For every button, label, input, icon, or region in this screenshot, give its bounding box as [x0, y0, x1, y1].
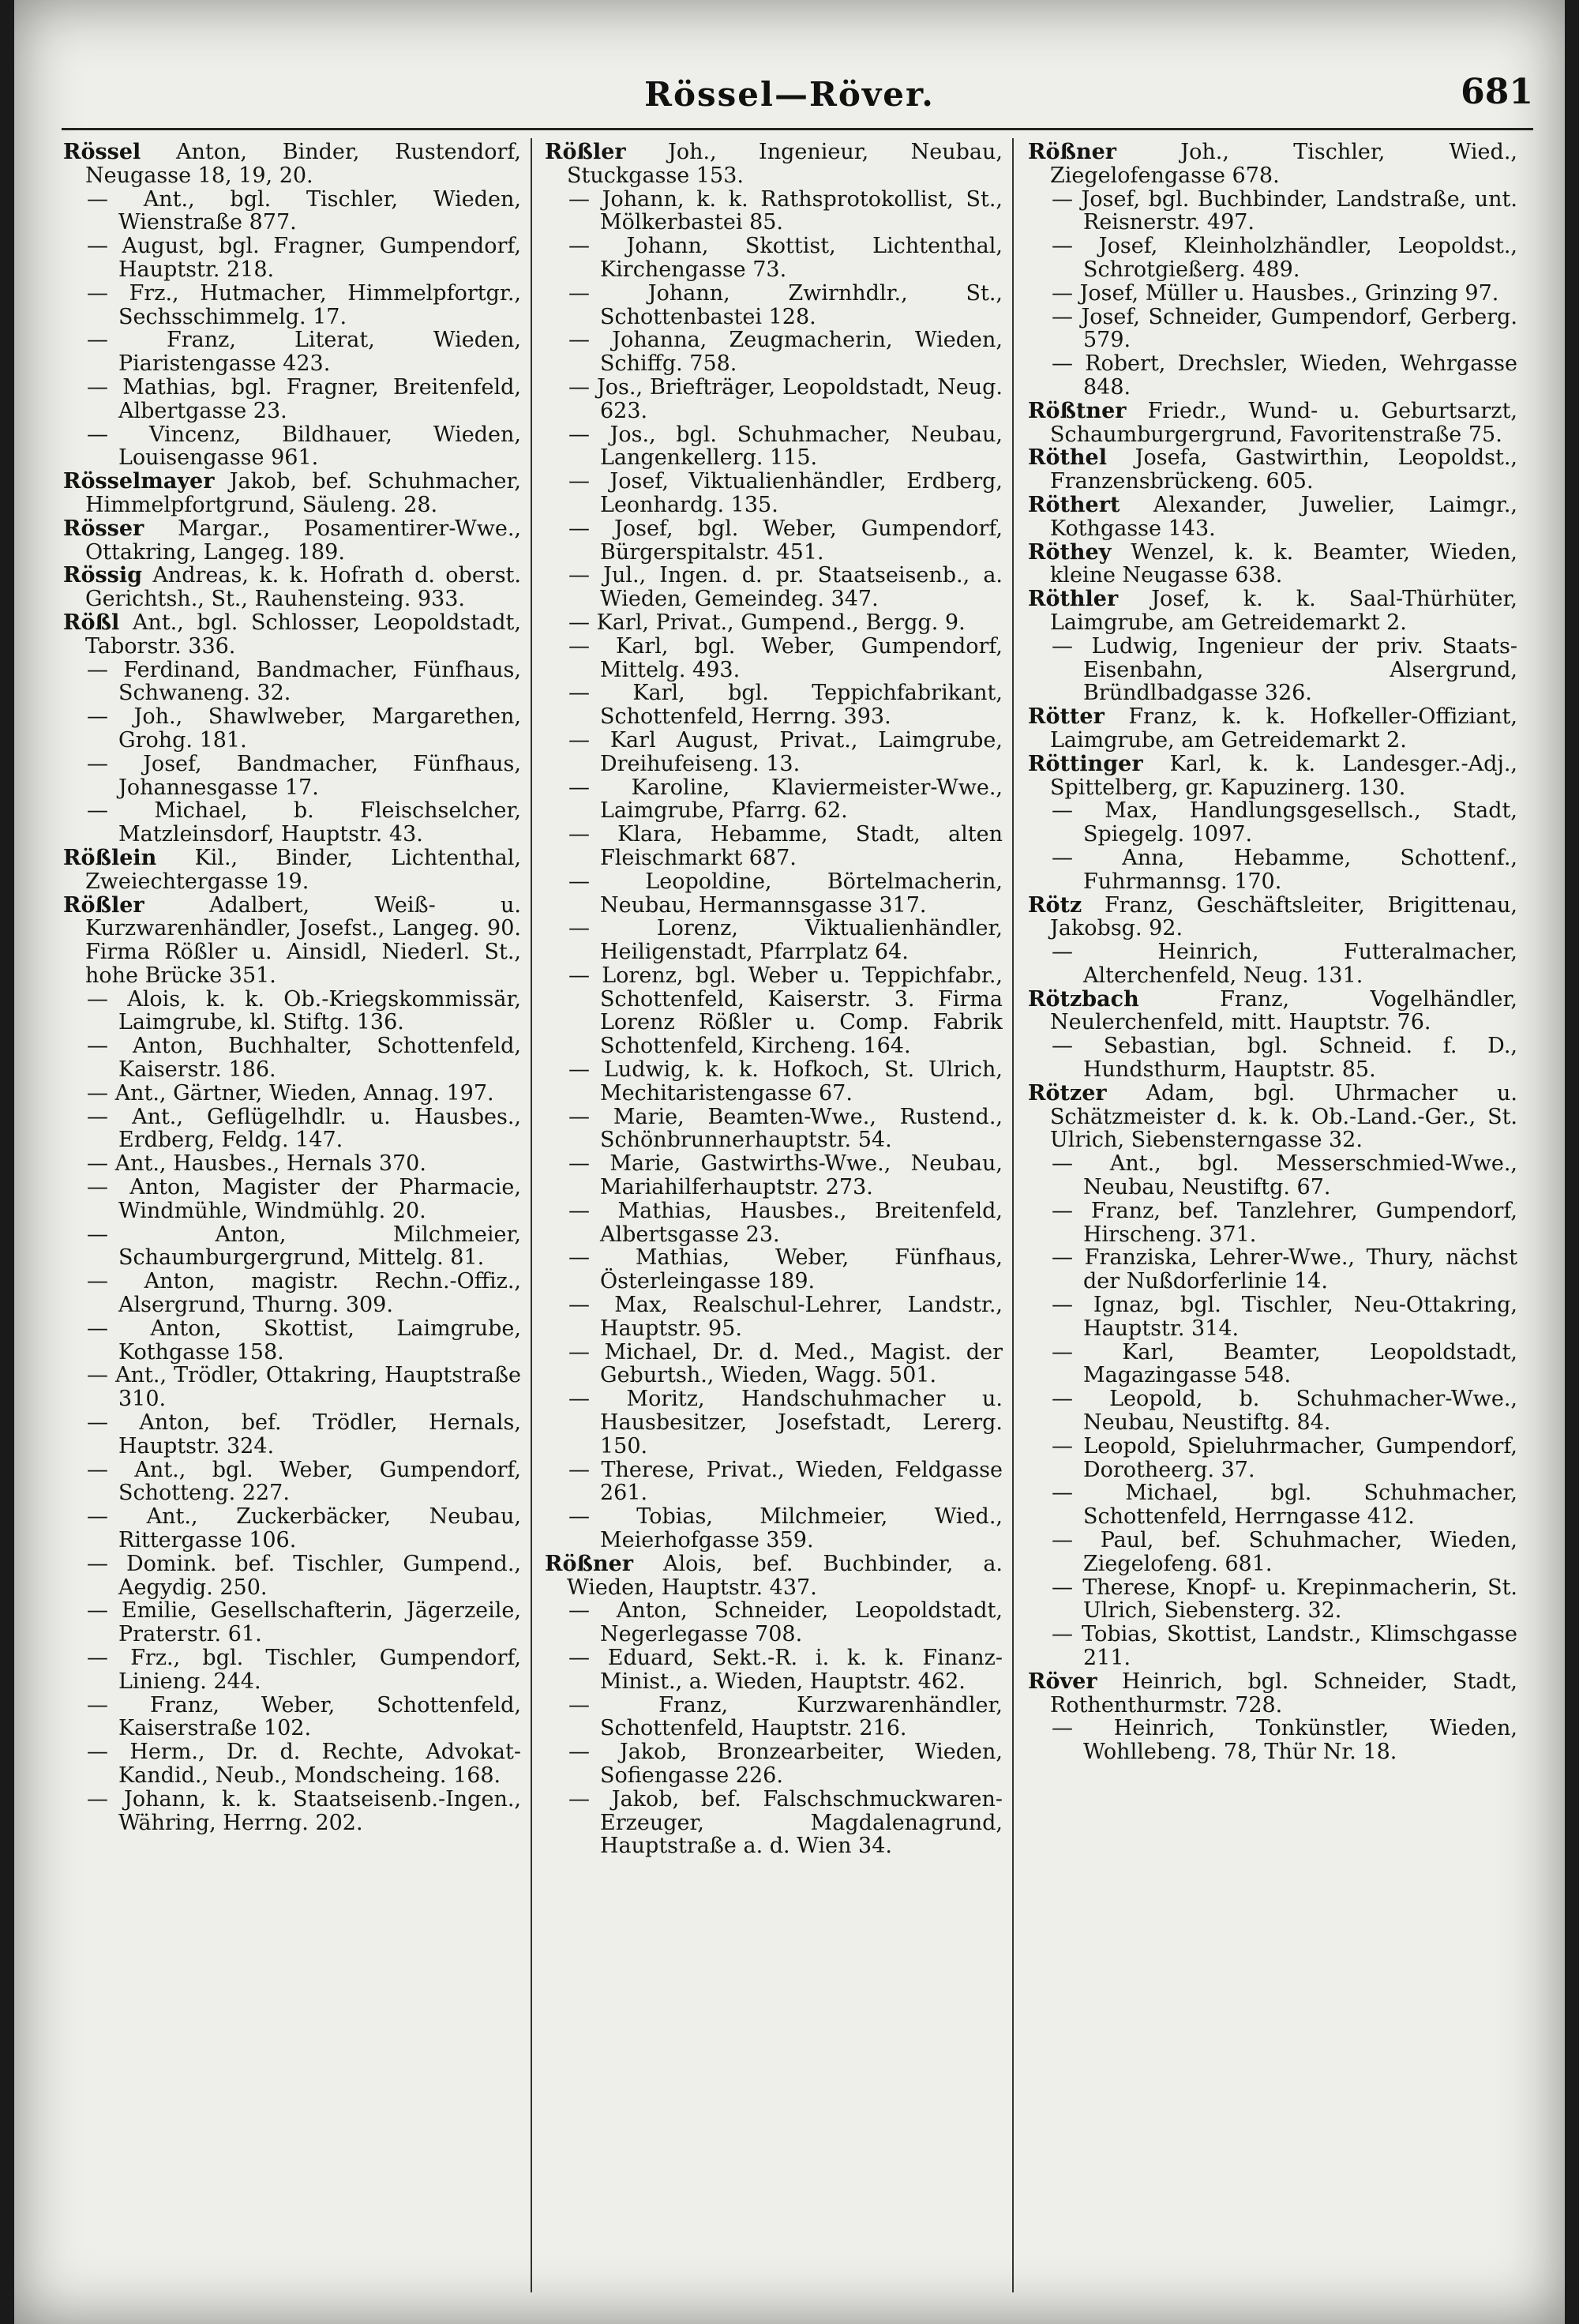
entry-text: — Herm., Dr. d. Rechte, Advokat-Kandid., Neub., Mondscheing. 168. — [87, 1740, 521, 1788]
entry-text: — Michael, b. Fleischselcher, Matzleinsdorf, Hauptstr. 43. — [87, 798, 521, 847]
entry-text: Kil., Binder, Lichtenthal, Zweiechtergasse 19. — [85, 845, 521, 894]
directory-subentry — [545, 1646, 1003, 1694]
directory-subentry — [545, 776, 1003, 824]
entry-text: Heinrich, bgl. Schneider, Stadt, Rothenthurmstr. 728. — [1050, 1669, 1517, 1718]
directory-subentry — [63, 1788, 521, 1835]
directory-subentry — [63, 1694, 521, 1741]
entry-text: — Michael, bgl. Schuhmacher, Schottenfeld, Herrngasse 412. — [1052, 1481, 1517, 1530]
directory-subentry — [545, 282, 1003, 329]
directory-entry — [1028, 705, 1517, 753]
entry-text: — Mathias, Weber, Fünfhaus, Österleingasse 189. — [568, 1245, 1003, 1294]
directory-subentry — [545, 423, 1003, 471]
directory-entry — [1028, 1082, 1517, 1152]
entry-text: — Josef, Kleinholzhändler, Leopoldst., Schrotgießerg. 489. — [1052, 234, 1517, 282]
entry-text: — Eduard, Sekt.-R. i. k. k. Finanz-Minist., a. Wieden, Hauptstr. 462. — [568, 1646, 1003, 1694]
entry-text: — Anton, Skottist, Laimgrube, Kothgasse 158. — [87, 1316, 521, 1365]
entry-text: — Josef, Bandmacher, Fünfhaus, Johannesgasse 17. — [87, 751, 521, 800]
directory-subentry — [63, 1106, 521, 1153]
surname: Röttinger — [1028, 751, 1143, 776]
directory-subentry — [1028, 1246, 1517, 1293]
entry-text: Franz, Geschäftsleiter, Brigittenau, Jakobsg. 92. — [1050, 892, 1517, 941]
directory-subentry — [545, 1246, 1003, 1293]
entry-text: — Johanna, Zeugmacherin, Wieden, Schiffg. 758. — [568, 328, 1003, 377]
surname: Rößl — [63, 610, 120, 635]
directory-subentry — [1028, 1435, 1517, 1482]
entry-text: — Tobias, Skottist, Landstr., Klimschgasse 211. — [1052, 1622, 1517, 1670]
entry-text: — Anton, Milchmeier, Schaumburgergrund, Mittelg. 81. — [87, 1222, 521, 1271]
entry-text: — Josef, Viktualienhändler, Erdberg, Leonhardg. 135. — [568, 469, 1003, 517]
entry-text: Karl, k. k. Landesger.-Adj., Spittelberg, gr. Kapuzinerg. 130. — [1050, 751, 1517, 800]
surname: Röthler — [1028, 587, 1119, 612]
surname: Röthert — [1028, 492, 1120, 517]
column-2 — [545, 141, 1003, 2300]
directory-subentry — [63, 988, 521, 1035]
directory-subentry — [545, 1599, 1003, 1646]
directory-subentry — [63, 1270, 521, 1317]
directory-subentry — [545, 1293, 1003, 1341]
directory-subentry — [63, 282, 521, 329]
surname: Rötzer — [1028, 1080, 1107, 1106]
directory-subentry — [1028, 1387, 1517, 1435]
surname: Rößner — [545, 1551, 633, 1576]
entry-text: — Josef, Schneider, Gumpendorf, Gerberg. 579. — [1052, 304, 1517, 353]
column-1 — [63, 141, 521, 2300]
entry-text: Andreas, k. k. Hofrath d. oberst. Gerichtsh., St., Rauhensteing. 933. — [85, 563, 521, 612]
directory-entry — [545, 141, 1003, 188]
directory-entry — [1028, 894, 1517, 941]
directory-subentry — [545, 635, 1003, 682]
directory-subentry — [63, 329, 521, 376]
entry-text: — Max, Realschul-Lehrer, Landstr., Hauptstr. 95. — [568, 1293, 1003, 1341]
directory-subentry — [545, 470, 1003, 517]
directory-subentry — [63, 1411, 521, 1459]
entry-text: — Therese, Knopf- u. Krepinmacherin, St. Ulrich, Siebensterg. 32. — [1052, 1575, 1517, 1624]
entry-text: — Paul, bef. Schuhmacher, Wieden, Ziegelofeng. 681. — [1052, 1528, 1517, 1576]
directory-subentry — [545, 823, 1003, 870]
entry-text: — Sebastian, bgl. Schneid. f. D., Hundsthurm, Hauptstr. 85. — [1052, 1034, 1517, 1083]
directory-entry — [1028, 400, 1517, 447]
surname: Rösselmayer — [63, 469, 215, 494]
entry-text: — Anton, Magister der Pharmacie, Windmühle, Windmühlg. 20. — [87, 1175, 521, 1223]
entry-text: — Mathias, bgl. Fragner, Breitenfeld, Albertgasse 23. — [87, 374, 521, 423]
directory-subentry — [1028, 1034, 1517, 1082]
directory-subentry — [63, 235, 521, 282]
directory-subentry — [545, 1788, 1003, 1858]
directory-subentry — [63, 1223, 521, 1271]
header-rule — [62, 128, 1533, 130]
entry-text: — Josef, bgl. Buchbinder, Landstraße, unt. Reisnerstr. 497. — [1052, 186, 1517, 235]
entry-text: Franz, Vogelhändler, Neulerchenfeld, mitt. Hauptstr. 76. — [1050, 986, 1517, 1035]
entry-text: — Ant., Trödler, Ottakring, Hauptstraße 310. — [87, 1363, 521, 1412]
entry-text: — Heinrich, Tonkünstler, Wieden, Wohllebeng. 78, Thür Nr. 18. — [1052, 1716, 1517, 1765]
entry-text: Jakob, bef. Schuhmacher, Himmelpfortgrund, Säuleng. 28. — [85, 469, 521, 517]
entry-text: — Karoline, Klaviermeister-Wwe., Laimgrube, Pfarrg. 62. — [568, 775, 1003, 824]
entry-text: — Lorenz, bgl. Weber u. Teppichfabr., Schottenfeld, Kaiserstr. 3. Firma Lorenz Rößler u. Comp. Fabrik Schottenfeld, Kircheng. 164. — [568, 963, 1003, 1059]
directory-subentry — [1028, 306, 1517, 353]
directory-subentry — [63, 705, 521, 753]
surname: Rössel — [63, 141, 141, 164]
entry-text: — Jakob, bef. Falschschmuckwaren-Erzeuger, Magdalenagrund, Hauptstraße a. d. Wien 34. — [568, 1786, 1003, 1859]
entry-text: — Michael, Dr. d. Med., Magist. der Geburtsh., Wieden, Wagg. 501. — [568, 1339, 1003, 1388]
entry-text: — Anton, Buchhalter, Schottenfeld, Kaiserstr. 186. — [87, 1034, 521, 1083]
directory-subentry — [1028, 1529, 1517, 1576]
directory-subentry — [1028, 1152, 1517, 1200]
directory-subentry — [63, 1364, 521, 1411]
surname: Rößler — [63, 892, 144, 918]
directory-subentry — [63, 659, 521, 706]
entry-text: Franz, k. k. Hofkeller-Offiziant, Laimgrube, am Getreidemarkt 2. — [1050, 704, 1517, 753]
directory-subentry — [63, 376, 521, 423]
directory-entry — [63, 847, 521, 894]
entry-text: — Josef, Müller u. Hausbes., Grinzing 97. — [1052, 280, 1499, 306]
directory-subentry — [1028, 1576, 1517, 1624]
entry-text: — Vincenz, Bildhauer, Wieden, Louisengasse 961. — [87, 422, 521, 471]
directory-entry — [63, 141, 521, 188]
directory-subentry — [545, 1459, 1003, 1506]
entry-text: Anton, Binder, Rustendorf, Neugasse 18, 19, 20. — [85, 141, 521, 188]
directory-subentry — [1028, 635, 1517, 705]
entry-text: — Domink. bef. Tischler, Gumpend., Aegydig. 250. — [87, 1551, 521, 1600]
entry-text: Joh., Tischler, Wied., Ziegelofengasse 678. — [1050, 141, 1517, 188]
column-3 — [1028, 141, 1517, 2300]
entry-text: — Mathias, Hausbes., Breitenfeld, Albertsgasse 23. — [568, 1198, 1003, 1247]
directory-subentry — [63, 1505, 521, 1552]
directory-entry — [545, 1552, 1003, 1600]
entry-text: — Frz., bgl. Tischler, Gumpendorf, Linieng. 244. — [87, 1646, 521, 1694]
entry-text: — Karl, bgl. Weber, Gumpendorf, Mittelg. 493. — [568, 633, 1003, 682]
entry-text: — Tobias, Milchmeier, Wied., Meierhofgasse 359. — [568, 1504, 1003, 1553]
entry-text: Alois, bef. Buchbinder, a. Wieden, Hauptstr. 437. — [567, 1551, 1003, 1600]
directory-subentry — [63, 1740, 521, 1788]
directory-subentry — [1028, 1341, 1517, 1388]
surname: Rößtner — [1028, 398, 1127, 423]
directory-subentry — [545, 517, 1003, 565]
entry-text: — Johann, k. k. Staatseisenb.-Ingen., Währing, Herrng. 202. — [87, 1786, 521, 1835]
entry-text: — Ant., Geflügelhdlr. u. Hausbes., Erdberg, Feldg. 147. — [87, 1104, 521, 1153]
directory-entry — [63, 611, 521, 659]
directory-subentry — [1028, 352, 1517, 400]
entry-text: — Emilie, Gesellschafterin, Jägerzeile, Praterstr. 61. — [87, 1598, 521, 1647]
entry-text: — Ignaz, bgl. Tischler, Neu-Ottakring, Hauptstr. 314. — [1052, 1293, 1517, 1341]
directory-subentry — [545, 1152, 1003, 1200]
entry-text: Josef, k. k. Saal-Thürhüter, Laimgrube, am Getreidemarkt 2. — [1050, 587, 1517, 635]
directory-subentry — [63, 188, 521, 235]
entry-text: — Anna, Hebamme, Schottenf., Fuhrmannsg. 170. — [1052, 845, 1517, 894]
directory-subentry — [1028, 847, 1517, 894]
entry-text: — Johann, Skottist, Lichtenthal, Kirchengasse 73. — [568, 234, 1003, 282]
entry-text: — Leopoldine, Börtelmacherin, Neubau, Hermannsgasse 317. — [568, 869, 1003, 918]
page-header — [14, 72, 1565, 130]
directory-subentry — [545, 1200, 1003, 1247]
entry-text: Alexander, Juwelier, Laimgr., Kothgasse 143. — [1050, 492, 1517, 541]
surname: Rößler — [545, 141, 626, 164]
entry-text: Josefa, Gastwirthin, Leopoldst., Franzensbrückeng. 605. — [1050, 445, 1517, 494]
directory-subentry — [545, 564, 1003, 611]
entry-text: — Marie, Gastwirths-Wwe., Neubau, Mariahilferhauptstr. 273. — [568, 1151, 1003, 1200]
entry-text: — Ant., bgl. Messerschmied-Wwe., Neubau, Neustiftg. 67. — [1052, 1151, 1517, 1200]
directory-entry — [63, 470, 521, 517]
directory-subentry — [63, 1317, 521, 1365]
surname: Rötzbach — [1028, 986, 1139, 1012]
entry-text: — Karl August, Privat., Laimgrube, Dreihufeiseng. 13. — [568, 727, 1003, 776]
directory-subentry — [545, 329, 1003, 376]
directory-subentry — [545, 611, 1003, 635]
directory-subentry — [1028, 799, 1517, 847]
directory-subentry — [545, 1505, 1003, 1552]
directory-subentry — [545, 870, 1003, 918]
directory-entry — [1028, 588, 1517, 635]
directory-subentry — [1028, 940, 1517, 988]
directory-entry — [1028, 494, 1517, 541]
directory-subentry — [545, 376, 1003, 423]
entry-text: — Anton, bef. Trödler, Hernals, Hauptstr. 324. — [87, 1410, 521, 1459]
entry-text: — Ludwig, k. k. Hofkoch, St. Ulrich, Mechitaristengasse 67. — [568, 1057, 1003, 1106]
directory-entry — [63, 564, 521, 611]
directory-subentry — [63, 1646, 521, 1694]
surname: Rössig — [63, 563, 142, 588]
entry-text: — Franz, Weber, Schottenfeld, Kaiserstraße 102. — [87, 1692, 521, 1741]
directory-subentry — [63, 1082, 521, 1106]
directory-entry — [1028, 988, 1517, 1035]
surname: Rötter — [1028, 704, 1105, 730]
surname: Röver — [1028, 1669, 1097, 1694]
directory-subentry — [63, 1459, 521, 1506]
entry-text: Friedr., Wund- u. Geburtsarzt, Schaumburgergrund, Favoritenstraße 75. — [1050, 398, 1517, 447]
entry-text: — Karl, Privat., Gumpend., Bergg. 9. — [568, 610, 966, 635]
directory-subentry — [545, 917, 1003, 964]
directory-entry — [1028, 141, 1517, 188]
entry-text: — Jos., Briefträger, Leopoldstadt, Neug. 623. — [568, 374, 1003, 423]
directory-subentry — [1028, 282, 1517, 306]
entry-text: — Therese, Privat., Wieden, Feldgasse 261. — [568, 1457, 1003, 1506]
entry-text: Joh., Ingenieur, Neubau, Stuckgasse 153. — [567, 141, 1003, 188]
entry-text: — Franz, bef. Tanzlehrer, Gumpendorf, Hirscheng. 371. — [1052, 1198, 1517, 1247]
surname: Rößner — [1028, 141, 1116, 164]
directory-subentry — [1028, 1623, 1517, 1670]
column-divider — [1012, 138, 1014, 2292]
directory-subentry — [545, 1740, 1003, 1788]
directory-subentry — [1028, 1481, 1517, 1529]
directory-subentry — [545, 729, 1003, 776]
directory-entry — [1028, 541, 1517, 588]
directory-subentry — [63, 1599, 521, 1646]
directory-subentry — [63, 423, 521, 471]
entry-text: — Leopold, Spieluhrmacher, Gumpendorf, Dorotheerg. 37. — [1052, 1433, 1517, 1482]
entry-text: — Robert, Drechsler, Wieden, Wehrgasse 848. — [1052, 351, 1517, 400]
entry-text: — Lorenz, Viktualienhändler, Heiligenstadt, Pfarrplatz 64. — [568, 916, 1003, 965]
surname: Rösser — [63, 516, 144, 541]
entry-text: — Franz, Literat, Wieden, Piaristengasse 423. — [87, 328, 521, 377]
entry-text: — Ludwig, Ingenieur der priv. Staats-Eisenbahn, Alsergrund, Bründlbadgasse 326. — [1052, 633, 1517, 706]
directory-subentry — [545, 1341, 1003, 1388]
directory-subentry — [63, 799, 521, 847]
entry-text: — Franz, Kurzwarenhändler, Schottenfeld, Hauptstr. 216. — [568, 1692, 1003, 1741]
surname: Röthey — [1028, 539, 1112, 565]
directory-subentry — [545, 681, 1003, 729]
directory-subentry — [63, 1176, 521, 1223]
running-title: Rössel—Röver. — [644, 75, 935, 114]
directory-subentry — [63, 753, 521, 800]
entry-text: — Franziska, Lehrer-Wwe., Thury, nächst der Nußdorferlinie 14. — [1052, 1245, 1517, 1294]
directory-entry — [63, 517, 521, 565]
entry-text: — Ant., bgl. Tischler, Wieden, Wienstraße 877. — [87, 186, 521, 235]
directory-subentry — [1028, 1717, 1517, 1764]
entry-text: — Frz., Hutmacher, Himmelpfortgr., Sechsschimmelg. 17. — [87, 280, 521, 329]
directory-subentry — [545, 1058, 1003, 1106]
entry-text: — Ant., Gärtner, Wieden, Annag. 197. — [87, 1080, 494, 1106]
entry-text: — Johann, Zwirnhdlr., St., Schottenbastei 128. — [568, 280, 1003, 329]
entry-text: — Josef, bgl. Weber, Gumpendorf, Bürgerspitalstr. 451. — [568, 516, 1003, 565]
directory-page — [14, 0, 1565, 2324]
entry-text: — Moritz, Handschuhmacher u. Hausbesitzer, Josefstadt, Lererg. 150. — [568, 1387, 1003, 1459]
entry-text: — Ferdinand, Bandmacher, Fünfhaus, Schwaneng. 32. — [87, 657, 521, 706]
entry-text: — Joh., Shawlweber, Margarethen, Grohg. 181. — [87, 704, 521, 753]
surname: Röthel — [1028, 445, 1107, 471]
entry-text: Margar., Posamentirer-Wwe., Ottakring, Langeg. 189. — [85, 516, 521, 565]
entry-text: — Johann, k. k. Rathsprotokollist, St., Mölkerbastei 85. — [568, 186, 1003, 235]
entry-text: Ant., bgl. Schlosser, Leopoldstadt, Taborstr. 336. — [85, 610, 521, 659]
directory-subentry — [63, 1152, 521, 1176]
entry-text: Adalbert, Weiß- u. Kurzwarenhändler, Josefst., Langeg. 90. Firma Rößler u. Ainsidl, Niederl. St., hohe Brücke 351. — [85, 892, 521, 988]
surname: Rößlein — [63, 845, 157, 870]
entry-text: — Marie, Beamten-Wwe., Rustend., Schönbrunnerhauptstr. 54. — [568, 1104, 1003, 1153]
entry-text: — Max, Handlungsgesellsch., Stadt, Spiegelg. 1097. — [1052, 798, 1517, 847]
entry-text: — Karl, bgl. Teppichfabrikant, Schottenfeld, Herrng. 393. — [568, 681, 1003, 730]
directory-subentry — [545, 188, 1003, 235]
entry-text: — Jos., bgl. Schuhmacher, Neubau, Langenkellerg. 115. — [568, 422, 1003, 471]
entry-text: — Klara, Hebamme, Stadt, alten Fleischmarkt 687. — [568, 822, 1003, 870]
entry-text: — August, bgl. Fragner, Gumpendorf, Hauptstr. 218. — [87, 234, 521, 282]
directory-subentry — [1028, 188, 1517, 235]
directory-subentry — [1028, 235, 1517, 282]
surname: Rötz — [1028, 892, 1082, 918]
directory-subentry — [63, 1034, 521, 1082]
directory-subentry — [545, 1106, 1003, 1153]
entry-text: — Leopold, b. Schuhmacher-Wwe., Neubau, Neustiftg. 84. — [1052, 1387, 1517, 1436]
page-number: 681 — [1461, 72, 1533, 112]
entry-text: — Heinrich, Futteralmacher, Alterchenfeld, Neug. 131. — [1052, 940, 1517, 988]
directory-subentry — [1028, 1200, 1517, 1247]
entry-text: — Jakob, Bronzearbeiter, Wieden, Sofiengasse 226. — [568, 1740, 1003, 1788]
directory-subentry — [63, 1552, 521, 1600]
entry-text: Adam, bgl. Uhrmacher u. Schätzmeister d. k. k. Ob.-Land.-Ger., St. Ulrich, Siebensterngasse 32. — [1050, 1080, 1517, 1153]
directory-subentry — [545, 964, 1003, 1058]
directory-entry — [1028, 753, 1517, 800]
directory-entry — [63, 894, 521, 988]
directory-entry — [1028, 446, 1517, 494]
entry-text: — Karl, Beamter, Leopoldstadt, Magazingasse 548. — [1052, 1339, 1517, 1388]
entry-text: — Ant., bgl. Weber, Gumpendorf, Schotteng. 227. — [87, 1457, 521, 1506]
entry-text: — Alois, k. k. Ob.-Kriegskommissär, Laimgrube, kl. Stiftg. 136. — [87, 986, 521, 1035]
entry-text: — Anton, magistr. Rechn.-Offiz., Alsergrund, Thurng. 309. — [87, 1269, 521, 1318]
entry-text: — Anton, Schneider, Leopoldstadt, Negerlegasse 708. — [568, 1598, 1003, 1647]
directory-subentry — [545, 1694, 1003, 1741]
directory-subentry — [545, 1387, 1003, 1458]
column-divider — [531, 138, 532, 2292]
directory-entry — [1028, 1670, 1517, 1718]
entry-text: — Ant., Zuckerbäcker, Neubau, Rittergasse 106. — [87, 1504, 521, 1553]
entry-text: Wenzel, k. k. Beamter, Wieden, kleine Neugasse 638. — [1050, 539, 1517, 588]
entry-text: — Jul., Ingen. d. pr. Staatseisenb., a. Wieden, Gemeindeg. 347. — [568, 563, 1003, 612]
entry-text: — Ant., Hausbes., Hernals 370. — [87, 1151, 426, 1177]
directory-subentry — [545, 235, 1003, 282]
directory-subentry — [1028, 1293, 1517, 1341]
